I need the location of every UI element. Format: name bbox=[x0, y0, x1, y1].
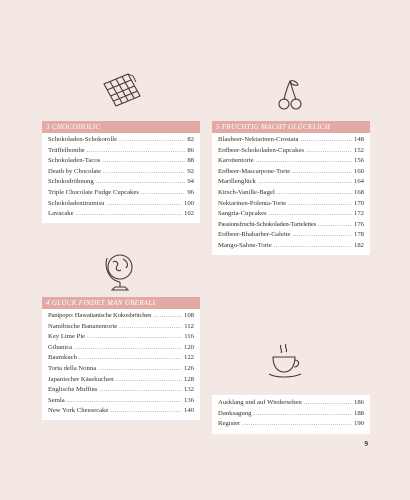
entry-title: Semla bbox=[48, 396, 65, 404]
entry-title: Lavacake bbox=[48, 210, 74, 218]
entry-title: Namibische Bananentorte bbox=[48, 322, 118, 330]
section-fruchtig bbox=[212, 121, 370, 255]
entry-page: 190 bbox=[353, 420, 364, 428]
entry-list bbox=[212, 133, 370, 255]
toc-entry[interactable] bbox=[218, 177, 364, 188]
entry-title: Englische Muffins bbox=[48, 386, 98, 394]
entry-page: 128 bbox=[183, 375, 194, 383]
entry-page: 100 bbox=[183, 199, 194, 207]
toc-entry[interactable] bbox=[218, 146, 364, 157]
entry-title: Erdbeer-Schokoladen-Cupcakes bbox=[218, 146, 305, 154]
entry-list bbox=[212, 395, 370, 434]
entry-title: Blaubeer-Nektarinen-Crostata bbox=[218, 136, 299, 143]
entry-title: Karottentorte bbox=[218, 157, 254, 165]
entry-page: 102 bbox=[183, 210, 194, 218]
entry-page: 168 bbox=[353, 188, 364, 196]
chocolate-bar-icon bbox=[100, 70, 144, 110]
entry-page: 88 bbox=[187, 157, 194, 165]
toc-entry[interactable] bbox=[48, 311, 194, 322]
entry-title: Schokoladen-Schokorolle bbox=[48, 136, 118, 143]
toc-entry[interactable] bbox=[218, 199, 364, 210]
toc-entry[interactable] bbox=[48, 332, 194, 343]
entry-list bbox=[42, 309, 200, 420]
toc-entry[interactable] bbox=[48, 396, 194, 407]
entry-page: 182 bbox=[353, 241, 364, 249]
entry-title: Death by Chocolate bbox=[48, 167, 102, 175]
entry-title: Nektarinen-Polenta-Torte bbox=[218, 199, 287, 207]
section-glueck bbox=[42, 297, 200, 420]
entry-page: 172 bbox=[353, 210, 364, 218]
entry-page: 170 bbox=[353, 199, 364, 207]
entry-title: Schokoladen-Tacos bbox=[48, 157, 101, 165]
entry-title: Mango-Sahne-Torte bbox=[218, 241, 272, 249]
toc-entry[interactable] bbox=[48, 364, 194, 375]
toc-entry[interactable] bbox=[48, 188, 194, 199]
entry-title: Danksagung bbox=[218, 409, 252, 417]
toc-entry[interactable] bbox=[218, 135, 364, 146]
toc-entry[interactable] bbox=[48, 385, 194, 396]
toc-entry[interactable] bbox=[48, 146, 194, 157]
toc-entry[interactable] bbox=[48, 322, 194, 333]
entry-title: Key Lime Pie bbox=[48, 333, 86, 341]
entry-title: New York Cheesecake bbox=[48, 407, 109, 415]
entry-page: 178 bbox=[353, 231, 364, 239]
toc-entry[interactable] bbox=[218, 398, 364, 409]
teacup-icon bbox=[268, 342, 304, 382]
entry-page: 176 bbox=[353, 220, 364, 228]
section-heading: 5 FRUCHTIG MACHT GLÜCKLICH bbox=[212, 121, 370, 133]
entry-page: 92 bbox=[187, 167, 194, 175]
entry-title: Schokodröhnung bbox=[48, 178, 94, 186]
section-back-matter bbox=[212, 395, 370, 434]
toc-entry[interactable] bbox=[48, 167, 194, 178]
toc-entry[interactable] bbox=[218, 167, 364, 178]
toc-entry[interactable] bbox=[218, 220, 364, 231]
entry-title: Japanischer Käsekuchen bbox=[48, 375, 114, 383]
entry-title: Register bbox=[218, 420, 241, 428]
entry-title: Kirsch-Vanille-Bagel bbox=[218, 188, 275, 196]
toc-entry[interactable] bbox=[218, 188, 364, 199]
entry-title: Panipopo: Hawaiianische Kokosbrötchen bbox=[48, 312, 152, 319]
toc-entry[interactable] bbox=[218, 409, 364, 420]
entry-page: 152 bbox=[353, 146, 364, 154]
toc-entry[interactable] bbox=[218, 230, 364, 241]
entry-page: 116 bbox=[184, 333, 194, 341]
entry-page: 156 bbox=[353, 157, 364, 165]
entry-title: Erdbeer-Rhabarber-Galette bbox=[218, 231, 291, 239]
entry-title: Trüffelbombe bbox=[48, 146, 85, 154]
entry-page: 82 bbox=[187, 136, 194, 143]
entry-page: 96 bbox=[187, 188, 194, 196]
entry-page: 126 bbox=[183, 364, 194, 372]
entry-page: 148 bbox=[353, 136, 364, 143]
toc-entry[interactable] bbox=[218, 209, 364, 220]
toc-entry[interactable] bbox=[48, 209, 194, 220]
cherries-icon bbox=[276, 78, 304, 112]
entry-page: 160 bbox=[353, 167, 364, 175]
entry-title: Erdbeer-Mascarpone-Torte bbox=[218, 167, 291, 175]
entry-title: Gibanica bbox=[48, 343, 73, 351]
entry-page: 164 bbox=[353, 178, 364, 186]
entry-title: Marillenglück bbox=[218, 178, 256, 186]
section-chocoholic bbox=[42, 121, 200, 223]
toc-entry[interactable] bbox=[218, 241, 364, 252]
toc-entry[interactable] bbox=[48, 135, 194, 146]
entry-page: 108 bbox=[183, 312, 194, 319]
entry-list bbox=[42, 133, 200, 223]
entry-page: 94 bbox=[187, 178, 194, 186]
toc-entry[interactable] bbox=[48, 199, 194, 210]
entry-page: 186 bbox=[353, 399, 364, 406]
entry-page: 188 bbox=[353, 409, 364, 417]
toc-entry[interactable] bbox=[218, 419, 364, 430]
entry-page: 112 bbox=[184, 322, 194, 330]
toc-entry[interactable] bbox=[48, 375, 194, 386]
entry-title: Baumkuch bbox=[48, 354, 77, 362]
section-heading: 3 CHOCOHOLIC bbox=[42, 121, 200, 133]
entry-title: Ausklang und auf Wiedersehen bbox=[218, 399, 302, 406]
entry-page: 140 bbox=[183, 407, 194, 415]
entry-title: Triple Chocolate Fudge Cupcakes bbox=[48, 188, 139, 196]
entry-page: 120 bbox=[183, 343, 194, 351]
entry-title: Sangria-Cupcakes bbox=[218, 210, 267, 218]
toc-entry[interactable] bbox=[48, 343, 194, 354]
entry-title: Passionsfrucht-Schokoladen-Tartelettes bbox=[218, 220, 317, 228]
entry-page: 136 bbox=[183, 396, 194, 404]
entry-page: 86 bbox=[187, 146, 194, 154]
page-number: 9 bbox=[364, 440, 368, 448]
toc-entry[interactable] bbox=[218, 156, 364, 167]
section-heading: 4 GLÜCK FINDET MAN ÜBERALL bbox=[42, 297, 200, 309]
toc-entry[interactable] bbox=[48, 406, 194, 417]
entry-title: Torta della Nonna bbox=[48, 364, 97, 372]
entry-page: 132 bbox=[183, 386, 194, 394]
toc-entry[interactable] bbox=[48, 353, 194, 364]
toc-entry[interactable] bbox=[48, 177, 194, 188]
entry-title: Schokoladentiramisu bbox=[48, 199, 105, 207]
toc-entry[interactable] bbox=[48, 156, 194, 167]
globe-icon bbox=[103, 250, 137, 294]
entry-page: 122 bbox=[183, 354, 194, 362]
